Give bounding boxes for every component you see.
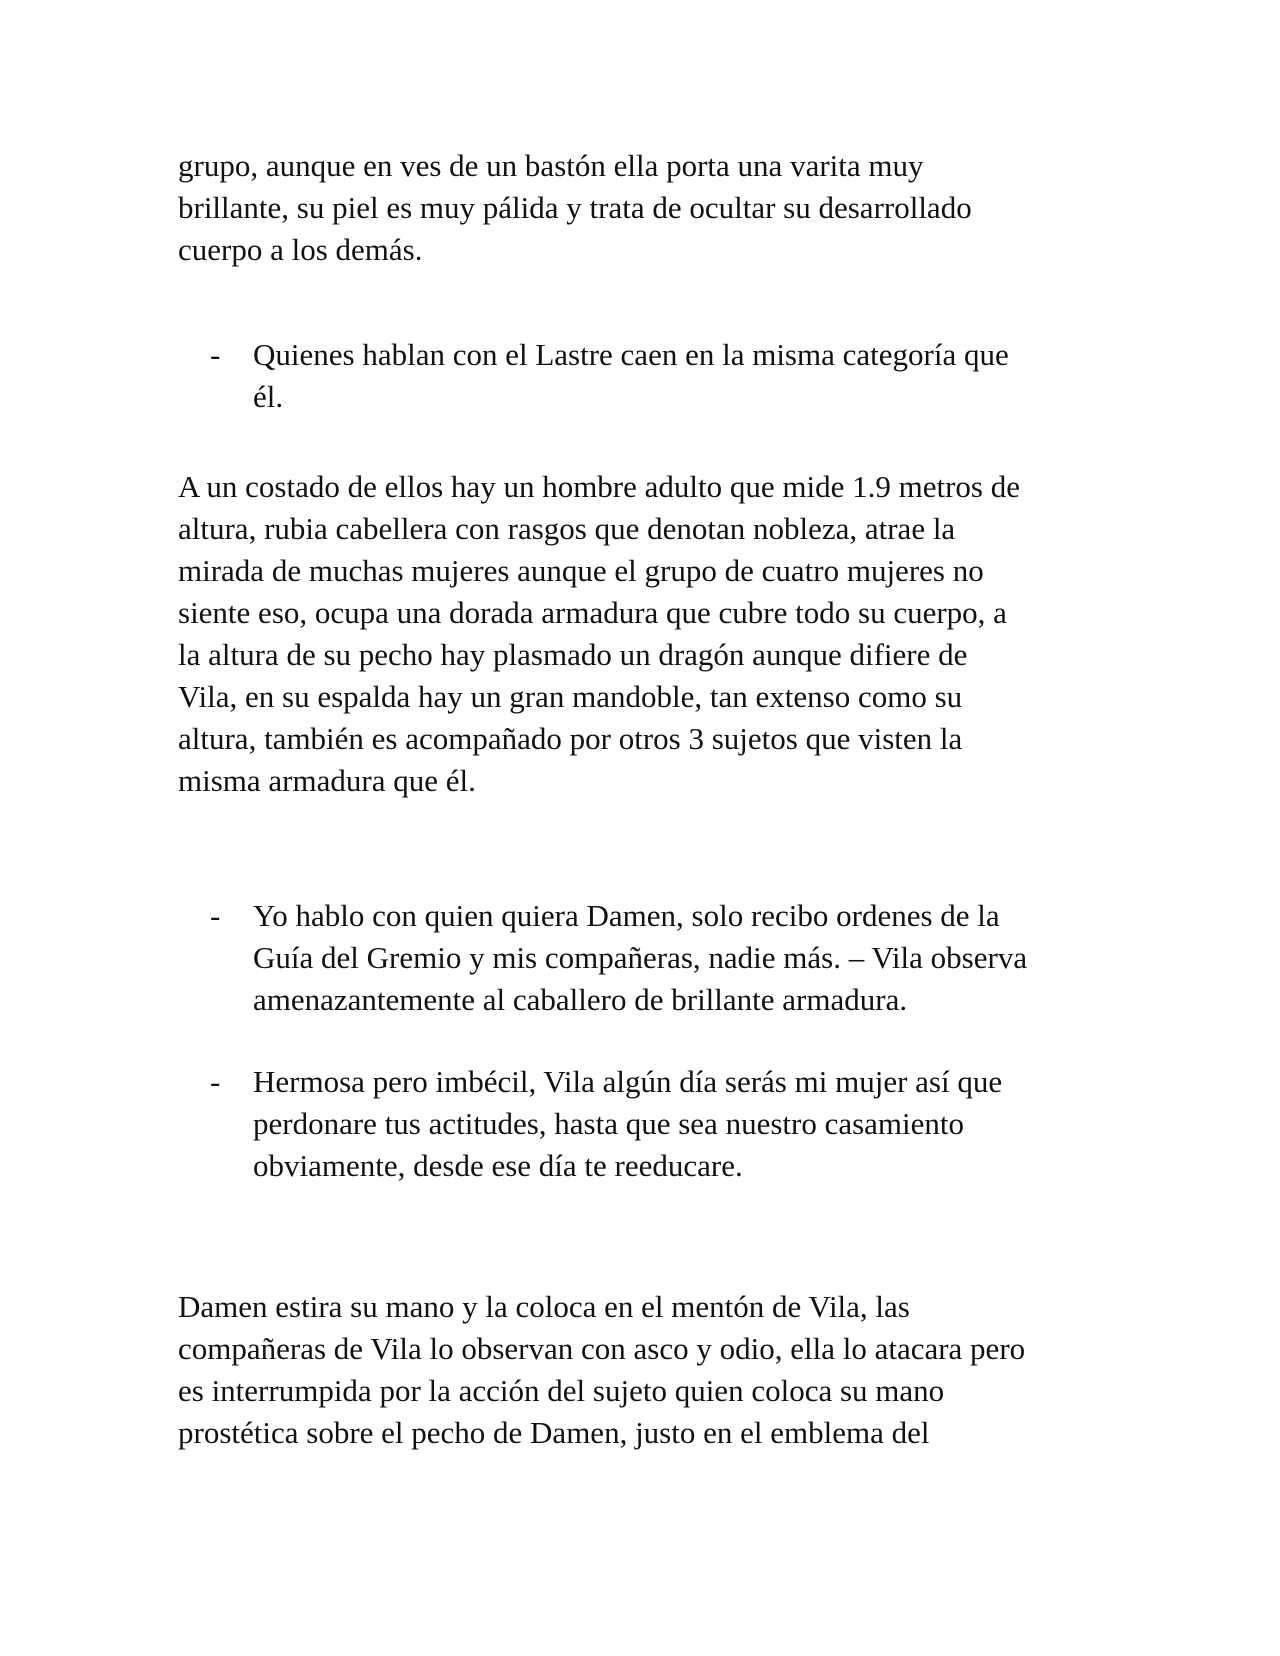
dialogue-line: Yo hablo con quien quiera Damen, solo recibo ordenes de la: [253, 898, 1000, 933]
dialogue-1: [210, 334, 1100, 418]
paragraph-line: Damen estira su mano y la coloca en el mentón de Vila, las: [178, 1289, 910, 1324]
paragraph-line: cuerpo a los demás.: [178, 232, 423, 267]
paragraph-line: altura, también es acompañado por otros 3 sujetos que visten la: [178, 721, 963, 756]
dialogue-dash: -: [210, 1064, 221, 1099]
paragraph-2: [178, 466, 1108, 802]
dialogue-text: [253, 334, 1100, 418]
dialogue-text: [253, 895, 1100, 1021]
paragraph-line: compañeras de Vila lo observan con asco y odio, ella lo atacara pero: [178, 1331, 1026, 1366]
paragraph-line: mirada de muchas mujeres aunque el grupo de cuatro mujeres no: [178, 553, 984, 588]
paragraph-line: A un costado de ellos hay un hombre adulto que mide 1.9 metros de: [178, 469, 1020, 504]
dialogue-line: Hermosa pero imbécil, Vila algún día serás mi mujer así que: [253, 1064, 1003, 1099]
dialogue-dash: -: [210, 337, 221, 372]
dialogue-line: él.: [253, 379, 284, 414]
dialogue-3: [210, 1061, 1100, 1187]
paragraph-line: grupo, aunque en ves de un bastón ella porta una varita muy: [178, 148, 924, 183]
dialogue-line: perdonare tus actitudes, hasta que sea nuestro casamiento: [253, 1106, 965, 1141]
dialogue-2: [210, 895, 1100, 1021]
dialogue-text: [253, 1061, 1100, 1187]
paragraph-line: misma armadura que él.: [178, 763, 476, 798]
paragraph-line: brillante, su piel es muy pálida y trata de ocultar su desarrollado: [178, 190, 972, 225]
dialogue-dash: -: [210, 898, 221, 933]
paragraph-line: la altura de su pecho hay plasmado un dragón aunque difiere de: [178, 637, 968, 672]
paragraph-line: Vila, en su espalda hay un gran mandoble, tan extenso como su: [178, 679, 963, 714]
paragraph-line: es interrumpida por la acción del sujeto quien coloca su mano: [178, 1373, 945, 1408]
dialogue-line: Guía del Gremio y mis compañeras, nadie más. – Vila observa: [253, 940, 1028, 975]
dialogue-line: amenazantemente al caballero de brillante armadura.: [253, 982, 908, 1017]
paragraph-1: [178, 145, 1108, 271]
paragraph-line: prostética sobre el pecho de Damen, justo en el emblema del: [178, 1415, 930, 1450]
dialogue-line: obviamente, desde ese día te reeducare.: [253, 1148, 743, 1183]
paragraph-line: siente eso, ocupa una dorada armadura que cubre todo su cuerpo, a: [178, 595, 1007, 630]
dialogue-line: Quienes hablan con el Lastre caen en la misma categoría que: [253, 337, 1009, 372]
paragraph-3: [178, 1286, 1108, 1454]
paragraph-line: altura, rubia cabellera con rasgos que denotan nobleza, atrae la: [178, 511, 956, 546]
